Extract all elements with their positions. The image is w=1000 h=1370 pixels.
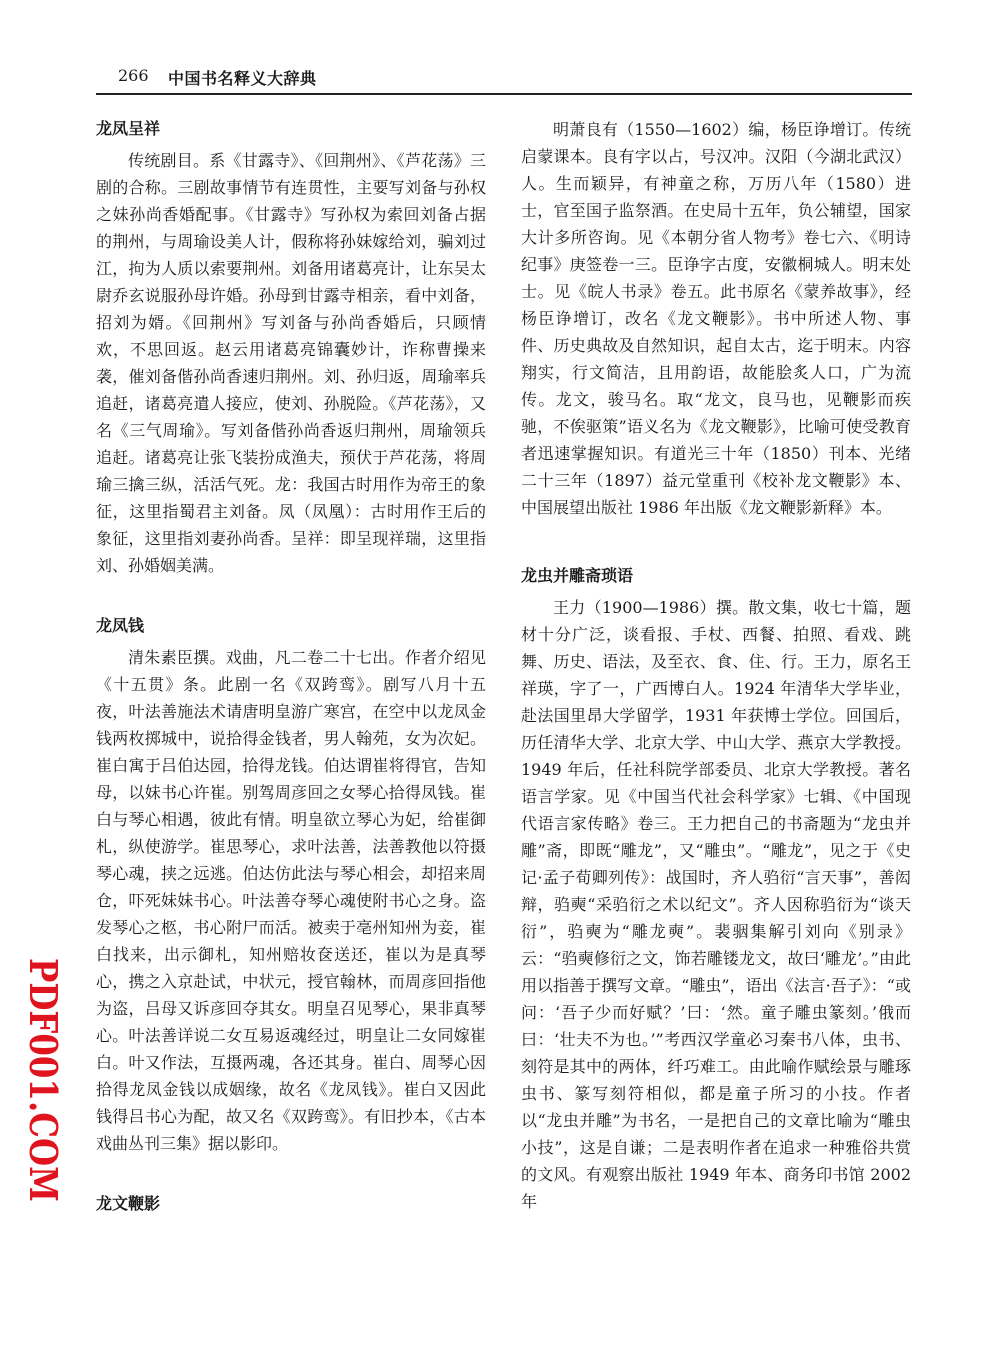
entry-title: 龙虫并雕斋琐语 — [521, 566, 634, 585]
header-rule — [96, 93, 912, 95]
entry-body: 明萧良有（1550—1602）编，杨臣诤增订。传统启蒙课本。良有字以占，号汉冲。汉阳（今湖北武汉）人。生而颖异，有神童之称，万历八年（1580）进士，官至国子监祭酒。在史局十五年，负公辅望，国家大计多所咨询。见《本朝分省人物考》卷七六、《明诗纪事》庚签卷一三。臣诤字古度，安徽桐城人。明末处士。见《皖人书录》卷五。此书原名《蒙养故事》，经杨臣诤增订，改名《龙文鞭影》。书中所述人物、事件、历史典故及自然知识，起自太古，迄于明末。内容翔实，行文简洁，且用韵语，故能脍炙人口，广为流传。龙文，骏马名。取“龙文，良马也，见鞭影而疾驰，不俟驱策”语义名为《龙文鞭影》，比喻可使受教育者迅速掌握知识。有道光三十年（1850）刊本、光绪二十三年（1897）益元堂重刊《校补龙文鞭影》本、中国展望出版社 1986 年出版《龙文鞭影新释》本。 — [521, 120, 911, 517]
entry-body: 王力（1900—1986）撰。散文集，收七十篇，题材十分广泛，谈看报、手杖、西餐、拍照、看戏、跳舞、历史、语法，及至衣、食、住、行。王力，原名王祥瑛，字了一，广西博白人。1924 年清华大学毕业，赴法国里昂大学留学，1931 年获博士学位。回国后，历任清华大学、北京大学、中山大学、燕京大学教授。1949 年后，任社科院学部委员、北京大学教授。著名语言学家。见《中国当代社会科学家》七辑、《中国现代语言家传略》卷三。王力把自己的书斋题为“龙虫并雕”斋，即既“雕龙”，又“雕虫”。“雕龙”，见之于《史记·孟子荀卿列传》：战国时，齐人驺衍“言天事”，善闳辩，驺奭“采驺衍之术以纪文”。齐人因称驺衍为“谈天衍”，驺奭为“雕龙奭”。裴骃集解引刘向《别录》云：“驺奭修衍之文，饰若雕镂龙文，故曰‘雕龙’。”由此用以指善于撰写文章。“雕虫”，语出《法言·吾子》：“或问：‘吾子少而好赋？’曰：‘然。童子雕虫篆刻。’俄而曰：‘壮夫不为也。’”考西汉学童必习秦书八体，虫书、刻符是其中的两体，纤巧难工。由此喻作赋绘景与雕琢虫书、篆写刻符相似，都是童子所习的小技。作者以“龙虫并雕”为书名，一是把自己的文章比喻为“雕虫小技”，这是自谦；二是表明作者在追求一种雅俗共赏的文风。有观察出版社 1949 年本、商务印书馆 2002 年 — [521, 598, 911, 1211]
entry-title: 龙凤呈祥 — [96, 119, 161, 138]
watermark-logo — [14, 950, 74, 1210]
watermark-svg — [14, 950, 74, 1210]
page-number: 266 — [118, 66, 149, 85]
entry-title: 龙凤钱 — [96, 616, 145, 635]
right-column — [521, 116, 911, 1215]
entry-title: 龙文鞭影 — [96, 1194, 161, 1213]
entry-body: 传统剧目。系《甘露寺》、《回荆州》、《芦花荡》三剧的合称。三剧故事情节有连贯性，主要写刘备与孙权之妹孙尚香婚配事。《甘露寺》写孙权为索回刘备占据的荆州，与周瑜设美人计，假称将孙妹嫁给刘，骗刘过江，拘为人质以索要荆州。刘备用诸葛亮计，让东吴太尉乔玄说服孙母许婚。孙母到甘露寺相亲，看中刘备，招刘为婿。《回荆州》写刘备与孙尚香婚后，只顾情欢，不思回返。赵云用诸葛亮锦囊妙计，诈称曹操来袭，催刘备偕孙尚香速归荆州。刘、孙归返，周瑜率兵追赶，诸葛亮遣人接应，使刘、孙脱险。《芦花荡》，又名《三气周瑜》。写刘备偕孙尚香返归荆州，周瑜领兵追赶。诸葛亮让张飞装扮成渔夫，预伏于芦花荡，将周瑜三擒三纵，活活气死。龙：我国古时用作为帝王的象征，这里指蜀君主刘备。凤（凤凰）：古时用作王后的象征，这里指刘妻孙尚香。呈祥：即呈现祥瑞，这里指刘、孙婚姻美满。 — [96, 151, 486, 575]
book-title: 中国书名释义大辞典 — [168, 69, 317, 88]
watermark-text: PDF001.COM — [21, 958, 66, 1210]
left-column — [96, 116, 486, 1222]
entry-body: 清朱素臣撰。戏曲，凡二卷二十七出。作者介绍见《十五贯》条。此剧一名《双跨鸾》。剧写八月十五夜，叶法善施法术请唐明皇游广寒宫，在空中以龙凤金钱两枚掷城中，说拾得金钱者，男人翰苑，女为次妃。崔白寓于吕伯达园，拾得龙钱。伯达谓崔将得官，告知母，以妹书心许崔。别驾周彦回之女琴心拾得凤钱。崔白与琴心相遇，彼此有情。明皇欲立琴心为妃，给崔御札，纵使游学。崔思琴心，求叶法善，法善教他以符摄琴心魂，挟之远逃。伯达仿此法与琴心相会，却招来周仓，吓死妹妹书心。叶法善夺琴心魂使附书心之身。盗发琴心之柩，书心附尸而活。被卖于亳州知州为妾，崔白找来，出示御札，知州赔妆奁送还，崔以为是真琴心，携之入京赴试，中状元，授官翰林，而周彦回指他为盗，吕母又诉彦回夺其女。明皇召见琴心，果非真琴心。叶法善详说二女互易返魂经过，明皇让二女同嫁崔白。叶又作法，互摄两魂，各还其身。崔白、周琴心因拾得龙凤金钱以成姻缘，故名《龙凤钱》。崔白又因此钱得吕书心为配，故又名《双跨鸾》。有旧抄本，《古本戏曲丛刊三集》据以影印。 — [96, 648, 486, 1153]
running-header — [112, 66, 912, 94]
